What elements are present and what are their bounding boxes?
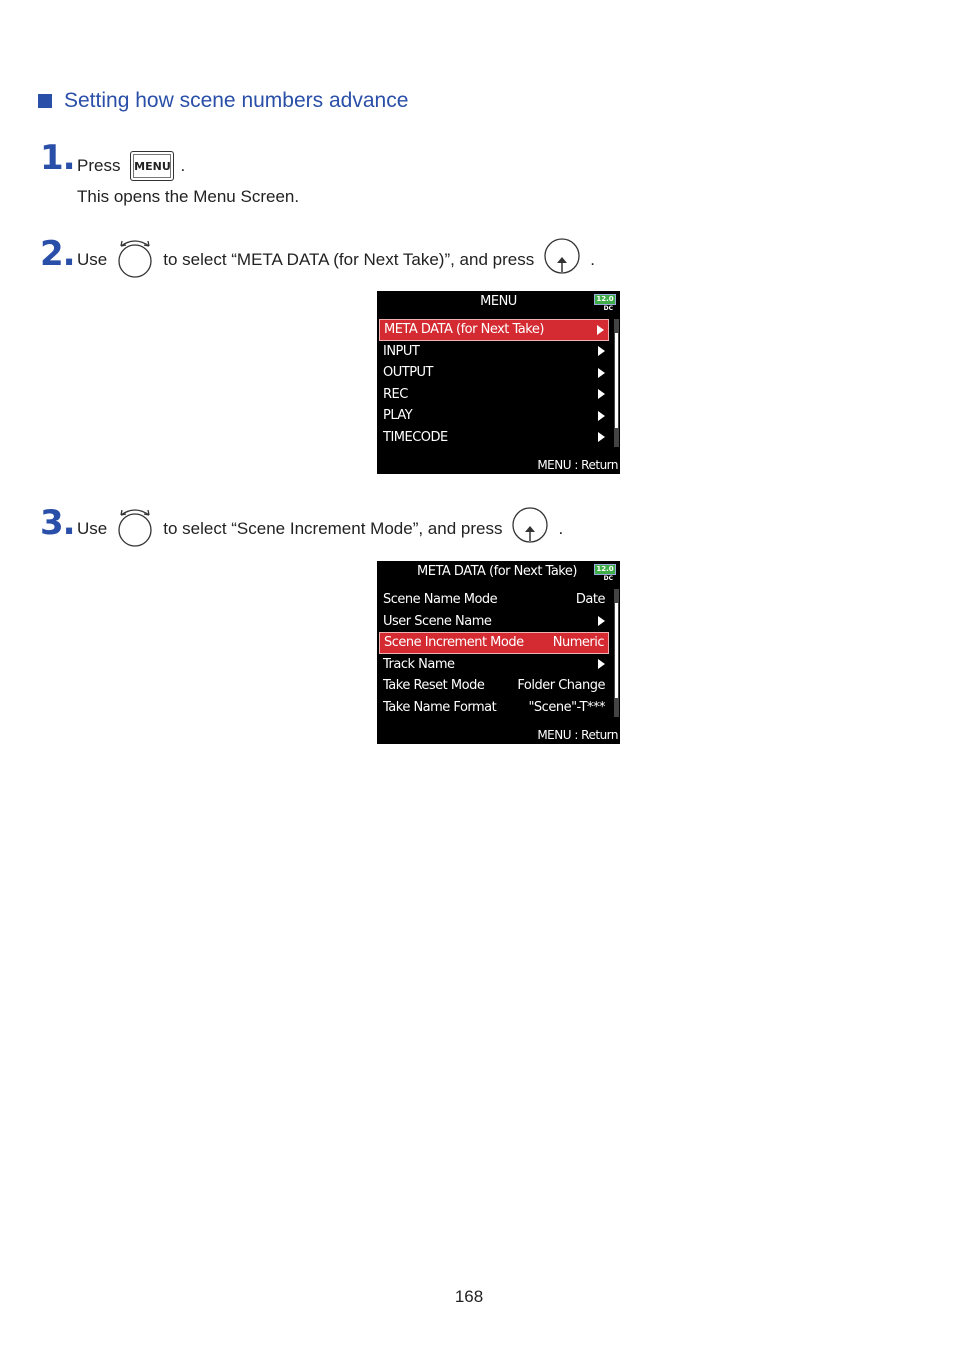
menu-item-scene-increment-mode[interactable] [379,632,609,654]
menu-item-output[interactable] [379,362,609,384]
section-square-icon [38,94,52,108]
menu-item-input[interactable] [379,341,609,363]
menu-item-label: Scene Increment Mode [384,635,524,651]
arrow-right-icon [597,325,604,335]
menu-item-value: Numeric [552,635,604,651]
menu-item-label: Take Reset Mode [383,678,485,694]
menu-item-label: Scene Name Mode [383,592,498,608]
step-1-result: This opens the Menu Screen. [77,187,300,206]
menu-item-value: Date [575,592,605,608]
arrow-right-icon [598,616,605,626]
section-title-text: Setting how scene numbers advance [64,89,409,112]
menu-item-scene-name-mode[interactable] [379,589,609,611]
menu-item-label: META DATA (for Next Take) [384,322,544,338]
arrow-right-icon [598,389,605,399]
meta-data-list [379,589,609,718]
menu-item-value: Folder Change [517,678,605,694]
battery-icon [594,294,616,310]
step-2-instruction [77,238,595,282]
step-2-mid: to select “META DATA (for Next Take)”, and press [163,250,535,269]
step-3-instruction [77,507,563,551]
rotary-dial-icon [115,505,155,554]
arrow-right-icon [598,432,605,442]
menu-item-track-name[interactable] [379,654,609,676]
menu-item-meta-data[interactable] [379,319,609,341]
menu-screen-title: MENU [480,294,517,309]
menu-item-value: "Scene"-T*** [528,699,605,715]
step-2-pre: Use [77,250,108,269]
meta-data-screen-title: META DATA (for Next Take) [417,564,577,579]
power-source: DC [603,575,613,582]
arrow-right-icon [598,346,605,356]
scrollbar-thumb [615,333,618,428]
arrow-right-icon [598,368,605,378]
scrollbar [614,319,619,447]
step-3-mid: to select “Scene Increment Mode”, and press [163,519,503,538]
menu-item-label: OUTPUT [383,365,433,381]
step-2-post: . [590,250,595,269]
power-source: DC [603,305,613,312]
arrow-right-icon [598,411,605,421]
menu-item-take-reset-mode[interactable] [379,675,609,697]
battery-level: 12.0 [594,294,616,305]
rotary-dial-icon [115,236,155,285]
menu-item-label: INPUT [383,343,420,359]
step-2-number: 2. [40,234,75,274]
arrow-right-icon [598,659,605,669]
scrollbar-thumb [615,603,618,698]
screen-footer: MENU : Return [537,728,618,742]
step-1-post: . [180,156,186,175]
page-number: 168 [454,1287,484,1306]
step-1-instruction [77,150,185,182]
step-1-number: 1. [40,138,75,178]
battery-level: 12.0 [594,564,616,575]
menu-item-take-name-format[interactable] [379,697,609,719]
section-heading [38,86,408,116]
press-dial-icon [510,505,550,554]
menu-item-label: PLAY [383,408,413,424]
menu-screen [377,291,620,474]
step-3-number: 3. [40,503,75,543]
scrollbar [614,589,619,717]
menu-list [379,319,609,448]
step-1-pre: Press [77,156,121,175]
meta-data-screen [377,561,620,744]
menu-item-label: REC [383,386,408,402]
menu-item-timecode[interactable] [379,427,609,449]
menu-item-label: Take Name Format [383,699,497,715]
press-dial-icon [542,236,582,285]
menu-key-icon: MENU [130,151,174,181]
menu-item-label: Track Name [383,656,455,672]
step-3-post: . [558,519,564,538]
menu-item-user-scene-name[interactable] [379,611,609,633]
screen-footer: MENU : Return [537,458,618,472]
battery-icon [594,564,616,580]
step-3-pre: Use [77,519,108,538]
menu-item-play[interactable] [379,405,609,427]
menu-item-label: TIMECODE [383,429,448,445]
menu-item-label: User Scene Name [383,613,492,629]
menu-item-rec[interactable] [379,384,609,406]
